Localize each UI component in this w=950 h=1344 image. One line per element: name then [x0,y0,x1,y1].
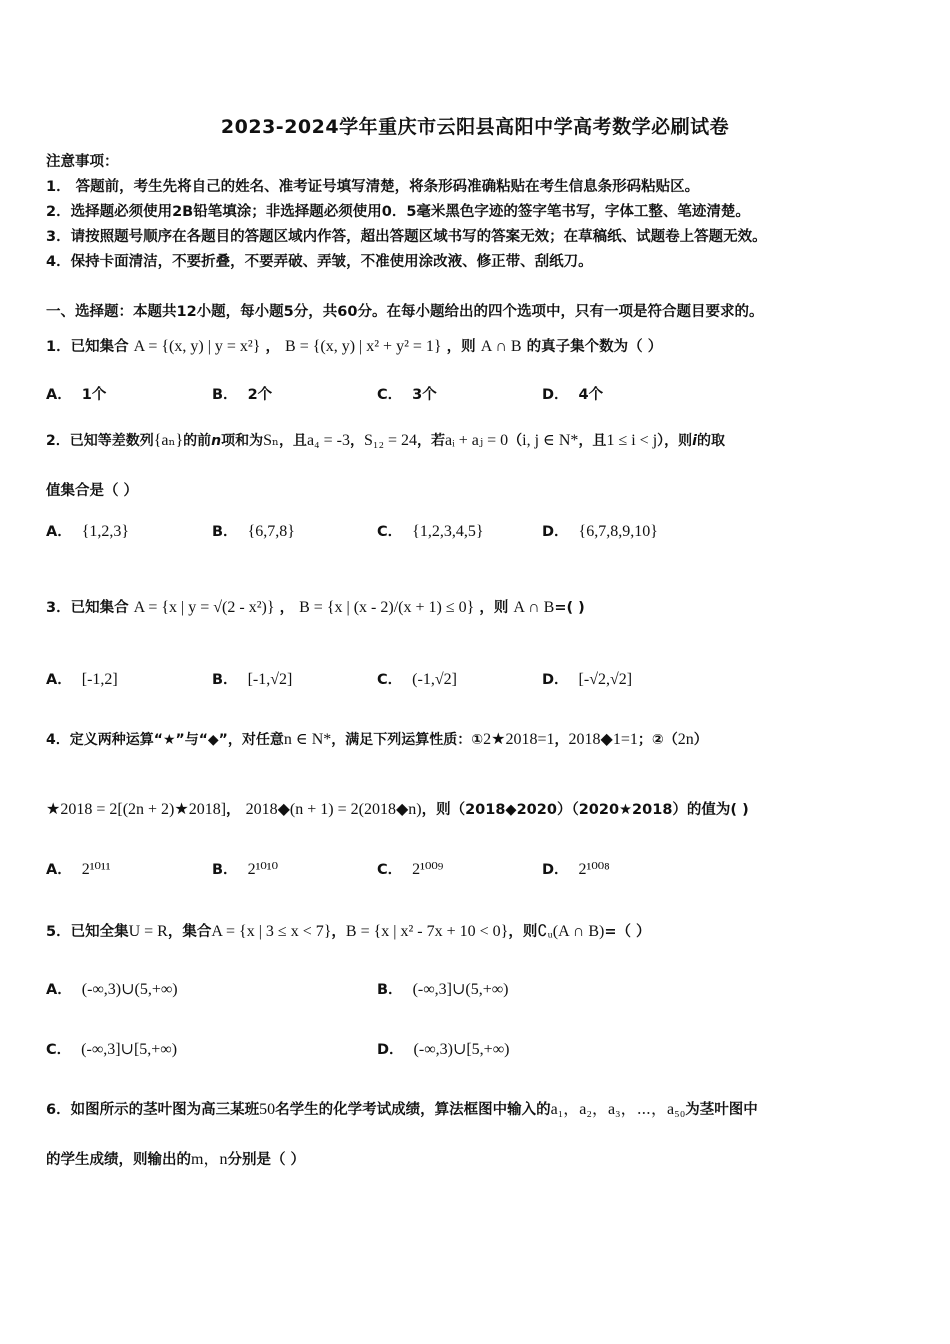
q3-option-a[interactable] [46,670,118,690]
q2-inequality: 1 ≤ i < j [606,432,658,449]
q1-lead: 1．已知集合 [46,339,129,355]
question-6 [46,1100,906,1120]
q4-text: ，则（ [421,802,466,818]
q2-option-d[interactable] [542,522,658,542]
q1-intersection: A ∩ B [480,338,522,355]
q6-count: 50 [259,1101,276,1118]
q5-option-c[interactable] [46,1040,177,1060]
q6-text: 名学生的化学考试成绩，算法框图中输入的 [275,1102,551,1118]
option-label: D． [542,672,569,688]
q2-text: ， [349,433,364,449]
q5-complement: ∁ᵤ(A ∩ B) [537,923,605,940]
option-text: {1,2,3,4,5} [412,523,484,540]
option-label: C． [377,387,403,403]
q2-condition: aᵢ + aⱼ = 0 [445,432,509,449]
q3-text: ， [279,600,295,616]
q4-option-b[interactable] [212,860,278,880]
q4-option-c[interactable] [377,860,443,880]
q1-option-a[interactable] [46,385,106,405]
q2-s12: S₁₂ = 24 [363,432,418,449]
q3-text: =( ) [554,600,585,616]
option-text: (-1,√2] [412,671,457,688]
option-text: 2¹⁰⁰⁸ [578,861,610,878]
q4-line2 [46,800,906,820]
q5-text: =（ ） [604,924,651,940]
q1-tail: 的真子集个数为（ ） [526,339,663,355]
q4-text: ） [693,732,708,748]
q5-text: ， [331,924,346,940]
option-text: 2¹⁰⁰⁹ [412,861,444,878]
q4-2n: 2n [677,731,694,748]
q2-text: ），则 [657,433,693,449]
q4-property-1: 2★2018=1 [483,731,555,748]
q1-sep: ， [265,339,280,355]
section-heading: 一、选择题：本题共12小题，每小题5分，共60分。在每小题给出的四个选项中，只有一项是符合题目要求的。 [46,304,764,320]
q4-text: 2018◆2020）（2020★2018）的值为( ) [465,802,749,818]
q6-inputs: a₁，a₂，a₃，⋯，a₅₀ [550,1101,686,1118]
option-text: (-∞,3)∪(5,+∞) [81,981,178,998]
notice-item: 3．请按照题号顺序在各题目的答题区域内作答，超出答题区域书写的答案无效；在草稿纸、试题卷上答题无效。 [46,229,767,245]
q4-domain: n ∈ N* [283,731,332,748]
q1-set-a: A = {(x, y) | y = x²} [133,338,261,355]
q2-line2: 值集合是（ ） [46,483,139,499]
q3-set-b: B = {x | (x - 2)/(x + 1) ≤ 0} [299,599,475,616]
q2-text: （ [508,433,523,449]
question-4 [46,730,906,750]
q1-set-b: B = {(x, y) | x² + y² = 1} [285,338,442,355]
q6-text: 为茎叶图中 [685,1102,758,1118]
question-3 [46,598,906,618]
option-text: 2¹⁰¹⁰ [247,861,278,878]
option-label: C． [377,524,403,540]
q4-text: ，满足下列运算性质：① [331,732,484,748]
q5-lead: 5．已知全集 [46,924,129,940]
q2-text: 的前 [183,433,212,449]
notice-item: 1． 答题前，考生先将自己的姓名、准考证号填写清楚，将条形码准确粘贴在考生信息条形码粘贴区。 [46,179,700,195]
option-label: D． [542,862,569,878]
q2-option-c[interactable] [377,522,484,542]
q5-text: ，集合 [167,924,212,940]
option-text: [-√2,√2] [578,671,633,688]
option-label: B． [377,982,403,998]
q1-sep2: ，则 [446,339,476,355]
q6-outputs: m，n [191,1151,228,1168]
q3-option-b[interactable] [212,670,292,690]
q5-set-a: A = {x | 3 ≤ x < 7} [211,923,332,940]
q4-text: ， [226,802,241,818]
q1-option-c[interactable] [377,385,437,405]
q2-option-b[interactable] [212,522,295,542]
q4-option-d[interactable] [542,860,610,880]
q3-intersection: A ∩ B [513,599,555,616]
q5-universe: U = R [128,923,168,940]
option-label: C． [46,1042,72,1058]
option-text: 2¹⁰¹¹ [81,861,111,878]
option-text: [-1,2] [81,671,118,688]
q4-text: ；②（ [637,732,678,748]
question-1 [46,337,906,357]
q2-var-i: i [692,433,697,449]
q1-option-b[interactable] [212,385,272,405]
option-text: [-1,√2] [247,671,293,688]
q5-set-b: B = {x | x² - 7x + 10 < 0} [345,923,509,940]
option-text: {6,7,8,9,10} [578,523,658,540]
q2-lead: 2．已知等差数列 [46,433,154,449]
option-text: 4个 [578,387,604,403]
option-label: B． [212,672,238,688]
option-label: A． [46,524,72,540]
notice-heading: 注意事项： [46,154,119,170]
q2-domain: i, j ∈ N* [522,432,579,449]
notice-item: 2．选择题必须使用2B铅笔填涂；非选择题必须使用0．5毫米黑色字迹的签字笔书写，字体工整、笔迹清楚。 [46,204,750,220]
option-label: D． [542,387,569,403]
option-label: A． [46,387,72,403]
option-text: (-∞,3)∪[5,+∞) [413,1041,510,1058]
q2-option-a[interactable] [46,522,129,542]
q4-rule-star: ★2018 = 2[(2n + 2)★2018] [46,801,227,818]
option-label: B． [212,387,238,403]
q4-text: ， [554,732,569,748]
q3-set-a: A = {x | y = √(2 - x²)} [133,599,275,616]
q4-rule-diamond: 2018◆(n + 1) = 2(2018◆n) [245,801,422,818]
q6-lead: 6．如图所示的茎叶图为高三某班 [46,1102,260,1118]
option-text: (-∞,3]∪[5,+∞) [81,1041,178,1058]
option-label: D． [542,524,569,540]
question-5 [46,922,906,942]
q2-sn: Sₙ [263,432,279,449]
q3-text: ，则 [479,600,509,616]
q2-text: 项和为 [221,433,264,449]
q2-a4: a₄ = -3 [306,432,350,449]
option-label: B． [212,862,238,878]
q3-option-c[interactable] [377,670,457,690]
option-text: 2个 [247,387,273,403]
option-label: B． [212,524,238,540]
q3-lead: 3．已知集合 [46,600,129,616]
option-label: C． [377,672,403,688]
q4-option-a[interactable] [46,860,111,880]
q6-text: 的学生成绩，则输出的 [46,1152,191,1168]
option-text: {1,2,3} [81,523,130,540]
q5-option-a[interactable] [46,980,178,1000]
q1-option-d[interactable] [542,385,603,405]
option-label: A． [46,672,72,688]
q2-text: ，若 [417,433,446,449]
q4-lead: 4．定义两种运算“★”与“◆”，对任意 [46,732,284,748]
page-title: 2023-2024学年重庆市云阳县高阳中学高考数学必刷试卷 [220,116,730,138]
option-label: C． [377,862,403,878]
q2-var-n: n [211,433,222,449]
question-2 [46,431,906,451]
q2-text: 的取 [696,433,725,449]
option-text: (-∞,3]∪(5,+∞) [412,981,509,998]
q2-text: ，且 [578,433,607,449]
q2-sequence: {aₙ} [153,432,184,449]
q6-line2 [46,1150,906,1170]
q2-text: ，且 [278,433,307,449]
option-text: 1个 [81,387,107,403]
option-label: A． [46,982,72,998]
option-label: A． [46,862,72,878]
option-text: {6,7,8} [247,523,295,540]
q3-option-d[interactable] [542,670,632,690]
option-text: 3个 [412,387,437,403]
q4-property-2: 2018◆1=1 [568,731,638,748]
option-label: D． [377,1042,404,1058]
q6-text: 分别是（ ） [227,1152,306,1168]
q5-option-d[interactable] [377,1040,509,1060]
notice-item: 4．保持卡面清洁，不要折叠，不要弄破、弄皱，不准使用涂改液、修正带、刮纸刀。 [46,254,593,270]
q5-option-b[interactable] [377,980,508,1000]
q5-text: ，则 [508,924,538,940]
